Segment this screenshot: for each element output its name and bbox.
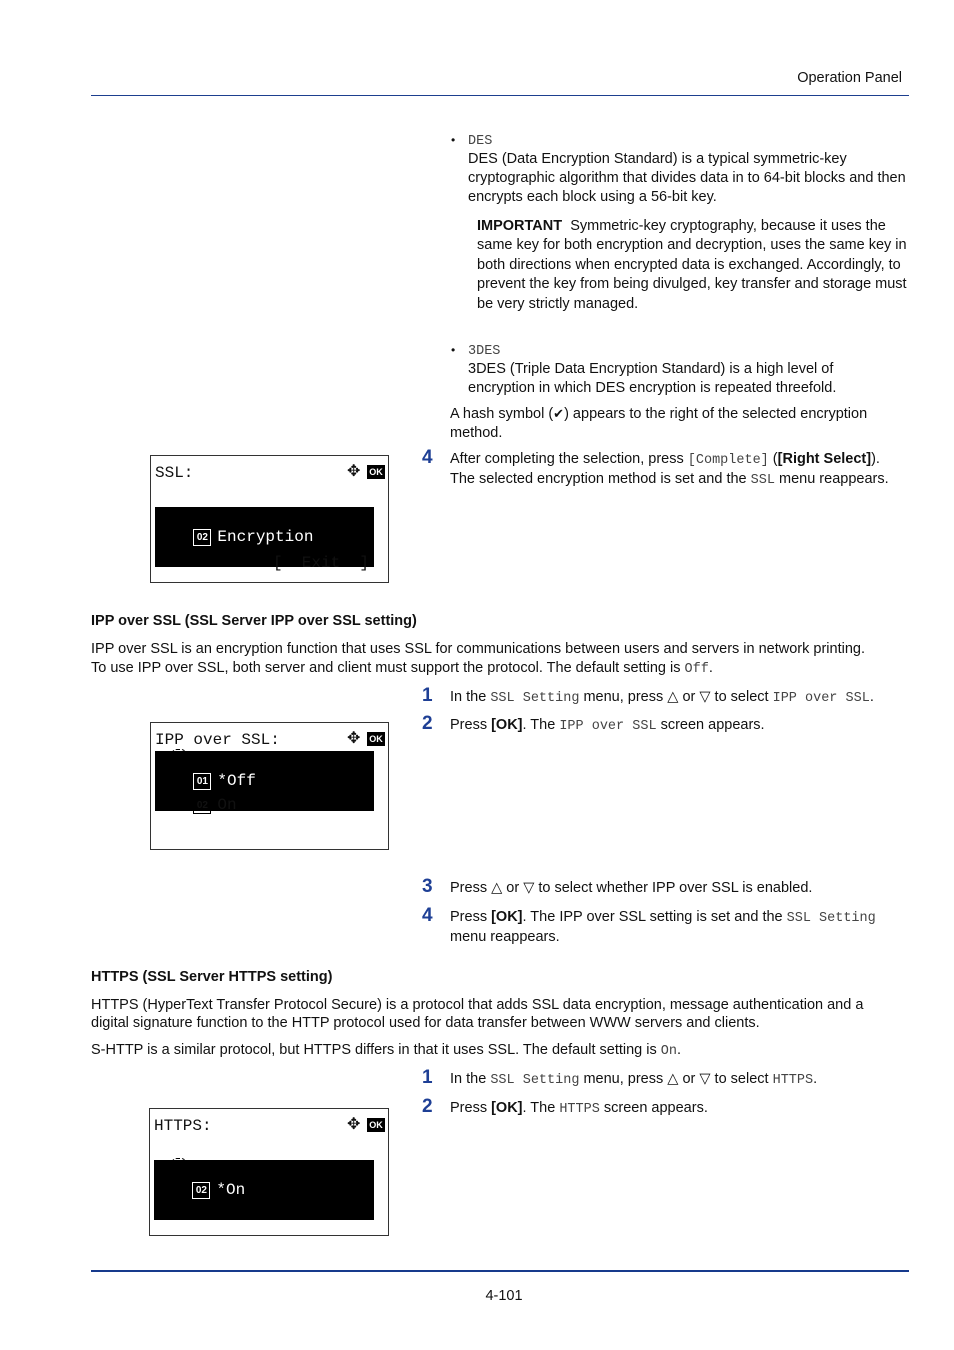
- item-number: 02: [192, 1182, 210, 1199]
- four-way-arrow-icon: ✥: [347, 1116, 361, 1133]
- lcd-menu-item: [155, 775, 237, 835]
- item-number: 02: [193, 529, 211, 546]
- code: IPP over SSL: [772, 691, 870, 706]
- step-text: . The IPP over SSL setting is set and the: [522, 909, 787, 925]
- step-text: screen appears.: [599, 1100, 708, 1116]
- step-text: After completing the selection, press: [450, 451, 688, 467]
- code: SSL Setting: [786, 911, 876, 926]
- step-number: 4: [422, 447, 433, 468]
- ipp-step3-text: Press △ or ▽ to select whether IPP over SSL is enabled.: [450, 880, 813, 896]
- step-text: Press: [450, 1100, 492, 1116]
- step-text: The selected encryption method is set and the: [450, 471, 751, 487]
- lcd-ipp-screen: [150, 722, 389, 850]
- important-note: [477, 217, 909, 314]
- lcd-title: SSL:: [155, 464, 194, 482]
- ipp-paragraph-line1: IPP over SSL is an encryption function that uses SSL for communications between users and servers in network printing.: [91, 641, 866, 657]
- on-code: On: [660, 1044, 677, 1059]
- ok-icon: OK: [367, 1118, 385, 1132]
- complete-code: [Complete]: [687, 453, 769, 468]
- ipp-heading: IPP over SSL (SSL Server IPP over SSL setting): [91, 613, 417, 629]
- des-description: DES (Data Encryption Standard) is a typical symmetric-key cryptographic algorithm that divides data in to 64-bit blocks and then encrypts each block using a 56-bit key.: [468, 151, 906, 205]
- item-label: *Off: [217, 772, 256, 790]
- step-text: menu, press △ or ▽ to select: [579, 1071, 773, 1087]
- code: HTTPS: [559, 1102, 600, 1117]
- lcd-exit-softkey: [ Exit ]: [273, 554, 370, 572]
- step-text: In the: [450, 1071, 491, 1087]
- step-text: . The: [522, 1100, 560, 1116]
- step-number: 4: [422, 905, 433, 926]
- ok-icon: OK: [367, 732, 385, 746]
- code: HTTPS: [772, 1073, 814, 1088]
- four-way-arrow-icon: ✥: [347, 463, 361, 480]
- ipp-paragraph-line2: [91, 659, 921, 679]
- lcd-title: IPP over SSL:: [155, 731, 280, 749]
- ipp-step2-text: [450, 716, 920, 736]
- item-number: 02: [193, 797, 211, 814]
- check-icon: ✔: [553, 406, 565, 421]
- ipp-step4-text: [450, 908, 920, 947]
- step-text: menu, press △ or ▽ to select: [579, 689, 773, 705]
- ok-icon: OK: [367, 465, 385, 479]
- ok-label: [OK]: [491, 1100, 523, 1116]
- https-paragraph2: [91, 1041, 921, 1061]
- item-number: 01: [193, 773, 211, 790]
- lcd-https-screen: [149, 1108, 389, 1236]
- step-number: 2: [422, 713, 433, 734]
- important-label: IMPORTANT: [477, 218, 563, 234]
- hash-note-post: ) appears to the right of the selected encryption method.: [450, 406, 868, 441]
- ssl-code: SSL: [750, 473, 775, 488]
- step-text: menu reappears.: [774, 471, 889, 487]
- ssl-step4-text: [450, 450, 920, 490]
- footer-rule: [91, 1270, 909, 1272]
- ok-label: [OK]: [491, 717, 523, 733]
- step-number: 3: [422, 876, 433, 897]
- step-text: Press: [450, 717, 492, 733]
- code: IPP over SSL: [559, 719, 657, 734]
- lcd-title: HTTPS:: [154, 1117, 212, 1135]
- cursor-indicator: [171, 1158, 187, 1186]
- https-heading: HTTPS (SSL Server HTTPS setting): [91, 969, 333, 985]
- item-label: Encryption: [217, 528, 314, 546]
- des-code: DES: [468, 134, 493, 149]
- bullet-icon: •: [451, 133, 456, 147]
- para-text: To use IPP over SSL, both server and client must support the protocol. The default setting is: [91, 660, 685, 676]
- step-number: 1: [422, 685, 433, 706]
- item-label: *On: [216, 1181, 246, 1199]
- step-text: ).: [871, 451, 880, 467]
- header-rule: [91, 95, 909, 96]
- right-select-label: [Right Select]: [777, 451, 872, 467]
- hash-note: [450, 404, 910, 443]
- step-text: . The: [522, 717, 560, 733]
- tdes-description: 3DES (Triple Data Encryption Standard) is a high level of encryption in which DES encryption is repeated threefold.: [468, 361, 837, 396]
- cursor-indicator: [171, 749, 187, 777]
- https-paragraph-line2: digital signature function to the HTTP protocol used for data transfer between WWW servers and clients.: [91, 1015, 760, 1031]
- step-text: In the: [450, 689, 491, 705]
- step-text: menu reappears.: [450, 929, 560, 945]
- lcd-ssl-screen: [150, 455, 389, 583]
- hash-note-pre: A hash symbol (: [450, 406, 554, 422]
- step-number: 2: [422, 1096, 433, 1117]
- para-text: .: [708, 660, 713, 676]
- page-number: 4-101: [485, 1288, 523, 1304]
- step-text: screen appears.: [656, 717, 765, 733]
- https-paragraph-line1: HTTPS (HyperText Transfer Protocol Secure) is a protocol that adds SSL data encryption, message authentication and a: [91, 997, 864, 1013]
- para-text: .: [676, 1042, 681, 1058]
- code: SSL Setting: [490, 1073, 580, 1088]
- ok-label: [OK]: [491, 909, 523, 925]
- four-way-arrow-icon: ✥: [347, 730, 361, 747]
- https-step1-text: [450, 1070, 920, 1090]
- ipp-step1-text: [450, 688, 920, 708]
- step-number: 1: [422, 1067, 433, 1088]
- bullet-icon: •: [451, 343, 456, 357]
- https-step2-text: [450, 1099, 920, 1119]
- para-text: S-HTTP is a similar protocol, but HTTPS differs in that it uses SSL. The default setting is: [91, 1042, 661, 1058]
- page-header-title: Operation Panel: [797, 70, 902, 86]
- lcd-menu-item-selected: [154, 1160, 374, 1220]
- step-text: Press: [450, 909, 492, 925]
- tdes-code: 3DES: [468, 344, 501, 359]
- off-code: Off: [684, 662, 709, 677]
- important-text: Symmetric-key cryptography, because it uses the same key for both encryption and decryption, uses the same key in both directions when encrypted data is exchanged. Accordingly, to prevent the key from being divulged, key transfer and storage must be very strictly managed.: [477, 218, 907, 312]
- step-text: .: [869, 689, 874, 705]
- item-label: On: [217, 796, 237, 814]
- step-text: .: [813, 1071, 818, 1087]
- step-text: (: [768, 451, 778, 467]
- code: SSL Setting: [490, 691, 580, 706]
